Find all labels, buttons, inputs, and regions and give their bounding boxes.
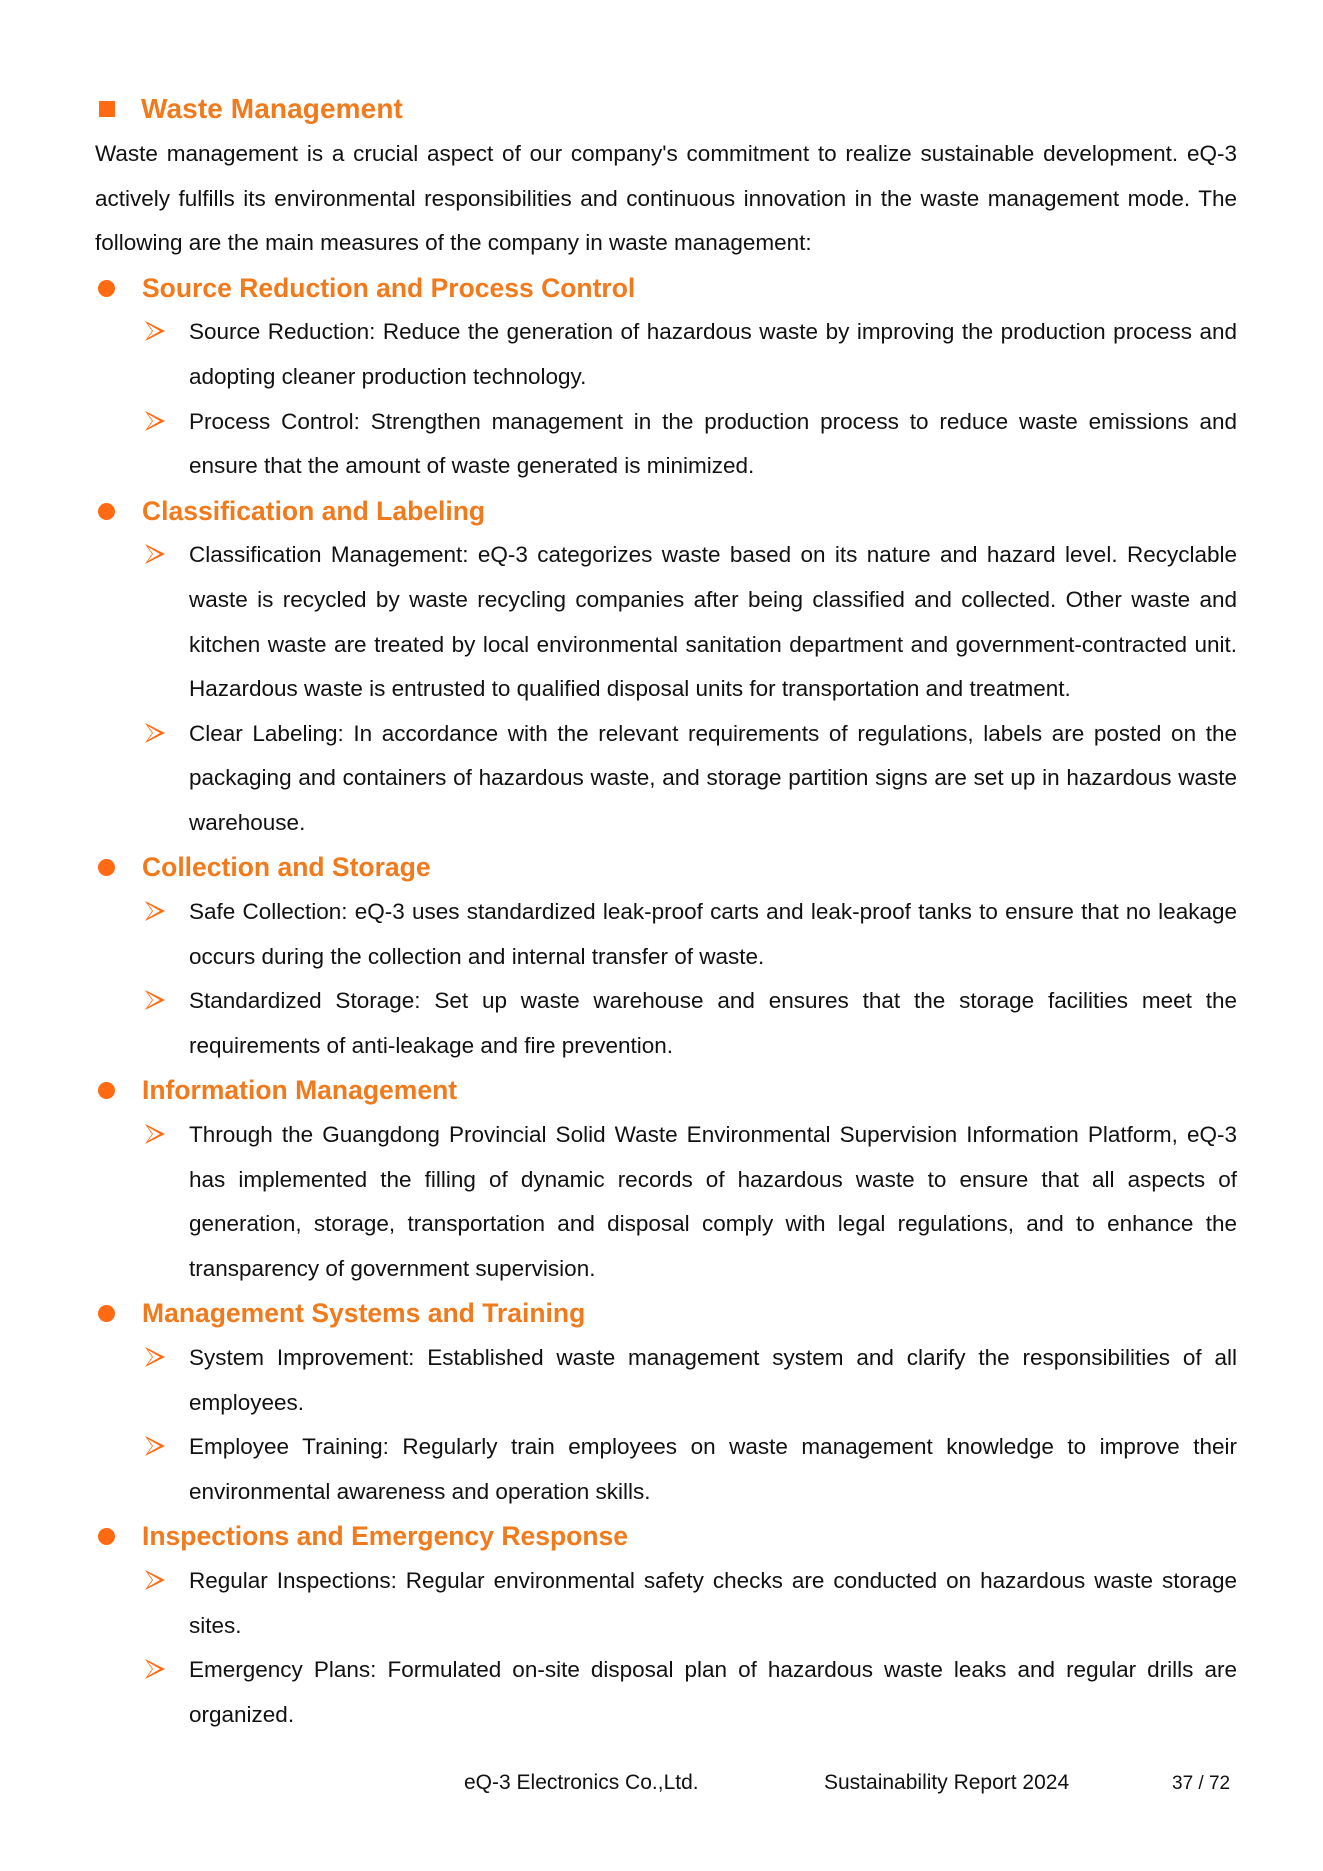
arrow-bullet-icon [144,1123,166,1145]
footer-report-title: Sustainability Report 2024 [824,1771,1070,1794]
list-item-text: Emergency Plans: Formulated on-site disposal plan of hazardous waste leaks and regular drills are organized. [189,1657,1237,1727]
subsection-title: Information Management [142,1075,458,1106]
list-item-text: Employee Training: Regularly train employees on waste management knowledge to improve their environmental awareness and operation skills. [189,1434,1237,1504]
list-item-text: Through the Guangdong Provincial Solid Waste Environmental Supervision Information Platform, eQ-3 has implemented the filling of dynamic records of hazardous waste to ensure that all aspects of generation, storage, transportation and disposal comply with legal regulations, and to enhance the transparency of government supervision. [189,1122,1237,1281]
circle-bullet-icon [98,280,115,297]
square-bullet-icon [99,101,115,117]
arrow-bullet-icon [144,1435,166,1457]
sections-list [95,266,1237,1738]
list-item [95,1648,1237,1737]
list-item [95,1559,1237,1648]
subsection-title: Source Reduction and Process Control [142,272,636,303]
arrow-bullet-icon [144,410,166,432]
arrow-bullet-icon [144,1569,166,1591]
subsection-title: Classification and Labeling [142,495,486,526]
list-item [95,310,1237,399]
subsection-heading [95,1291,1237,1336]
circle-bullet-icon [98,1305,115,1322]
list-item [95,1113,1237,1291]
arrow-bullet-icon [144,989,166,1011]
page-title: Waste Management [141,93,403,124]
list-item [95,1425,1237,1514]
subsection-title: Collection and Storage [142,852,431,883]
list-item [95,712,1237,846]
list-item-text: Clear Labeling: In accordance with the relevant requirements of regulations, labels are posted on the packaging and containers of hazardous waste, and storage partition signs are set up in hazardous waste warehouse. [189,720,1237,835]
list-item-text: Safe Collection: eQ-3 uses standardized leak-proof carts and leak-proof tanks to ensure that no leakage occurs during the collection and internal transfer of waste. [189,899,1237,969]
circle-bullet-icon [98,1082,115,1099]
arrow-bullet-icon [144,543,166,565]
list-item-text: Regular Inspections: Regular environmental safety checks are conducted on hazardous waste storage sites. [189,1568,1237,1638]
list-item [95,890,1237,979]
arrow-bullet-icon [144,320,166,342]
circle-bullet-icon [98,503,115,520]
subsection-heading [95,846,1237,891]
list-item-text: Classification Management: eQ-3 categorizes waste based on its nature and hazard level. Recyclable waste is recycled by waste recycling companies after being classified and collected. Other waste and kitchen waste are treated by local environmental sanitation department and government-contracted unit. Hazardous waste is entrusted to qualified disposal units for transportation and treatment. [189,542,1237,702]
footer-company: eQ-3 Electronics Co.,Ltd. [464,1771,699,1794]
subsection-title: Management Systems and Training [142,1298,586,1329]
arrow-bullet-icon [144,722,166,744]
list-item [95,533,1237,711]
subsection-heading [95,266,1237,311]
circle-bullet-icon [98,1528,115,1545]
list-item-text: System Improvement: Established waste management system and clarify the responsibilities of all employees. [189,1345,1237,1415]
list-item [95,979,1237,1068]
list-item [95,1336,1237,1425]
list-item-text: Process Control: Strengthen management in the production process to reduce waste emissions and ensure that the amount of waste generated is minimized. [189,408,1237,479]
arrow-bullet-icon [144,900,166,922]
list-item-text: Standardized Storage: Set up waste warehouse and ensures that the storage facilities meet the requirements of anti-leakage and fire prevention. [189,988,1237,1058]
footer-page-number: 37 / 72 [1172,1773,1231,1794]
arrow-bullet-icon [144,1658,166,1680]
subsection-heading [95,1514,1237,1559]
arrow-bullet-icon [144,1346,166,1368]
subsection-heading [95,489,1237,534]
section-heading [95,88,1237,130]
subsection-heading [95,1068,1237,1113]
list-item-text: Source Reduction: Reduce the generation of hazardous waste by improving the production process and adopting cleaner production technology. [189,319,1237,389]
circle-bullet-icon [98,859,115,876]
subsection-title: Inspections and Emergency Response [142,1521,628,1552]
intro-paragraph: Waste management is a crucial aspect of our company's commitment to realize sustainable development. eQ-3 actively fulfills its environmental responsibilities and continuous innovation in the waste management mode. The following are the main measures of the company in waste management: [95,141,1237,256]
list-item [95,400,1237,489]
page-content [95,88,1237,1737]
